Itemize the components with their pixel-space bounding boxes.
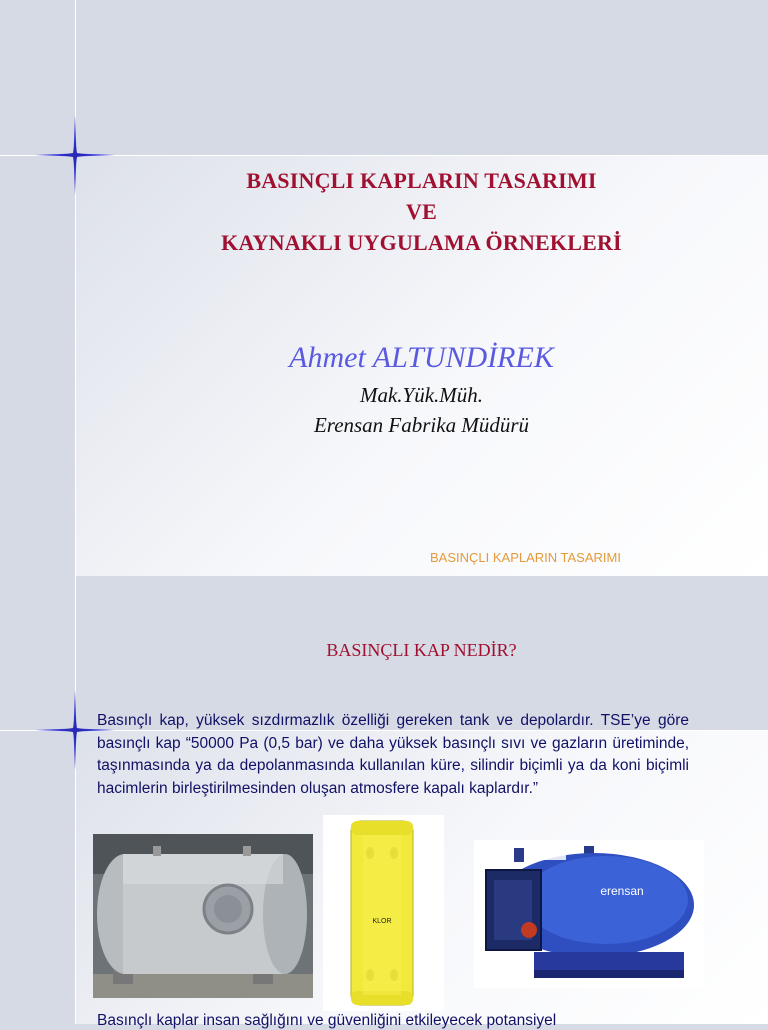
boiler-photo: [474, 840, 704, 988]
slide-2-title: BASINÇLI KAP NEDİR?: [326, 640, 517, 660]
slide-2: [0, 576, 768, 1029]
presentation-title-line-2: VE: [406, 199, 437, 224]
author-degree: Mak.Yük.Müh.: [359, 383, 484, 407]
chlorine-tank-photo: [323, 815, 444, 1011]
decor-horizontal-line: [0, 155, 768, 156]
presentation-title-line-3: KAYNAKLI UYGULAMA ÖRNEKLERİ: [221, 230, 622, 255]
tank-label: KLOR: [372, 918, 392, 925]
author-position: Erensan Fabrika Müdürü: [313, 413, 530, 437]
presentation-title-line-1: BASINÇLI KAPLARIN TASARIMI: [246, 168, 597, 193]
horizontal-tank-photo: [93, 834, 313, 998]
author-name: Ahmet ALTUNDİREK: [289, 341, 554, 374]
decor-vertical-line: [75, 0, 76, 576]
definition-paragraph: Basınçlı kap, yüksek sızdırmazlık özelliği gereken tank ve depolardır. TSE’ye göre basınçlı kap “50000 Pa (0,5 bar) ve daha yüksek basınçlı sıvı ve gazların üretiminde, taşınmasında ya da depolanmasında kullanılan küre, silindir biçimli ya da koni biçimli hacimlerin birleştirilmesinden oluşan atmosfere kapalı kaplardır.”: [97, 712, 689, 797]
slide-footer: BASINÇLI KAPLARIN TASARIMI: [430, 550, 621, 565]
continued-paragraph-partial: Basınçlı kaplar insan sağlığını ve güvenliğini etkileyecek potansiyel: [97, 1012, 557, 1029]
boiler-brand-label: erensan: [600, 884, 644, 898]
